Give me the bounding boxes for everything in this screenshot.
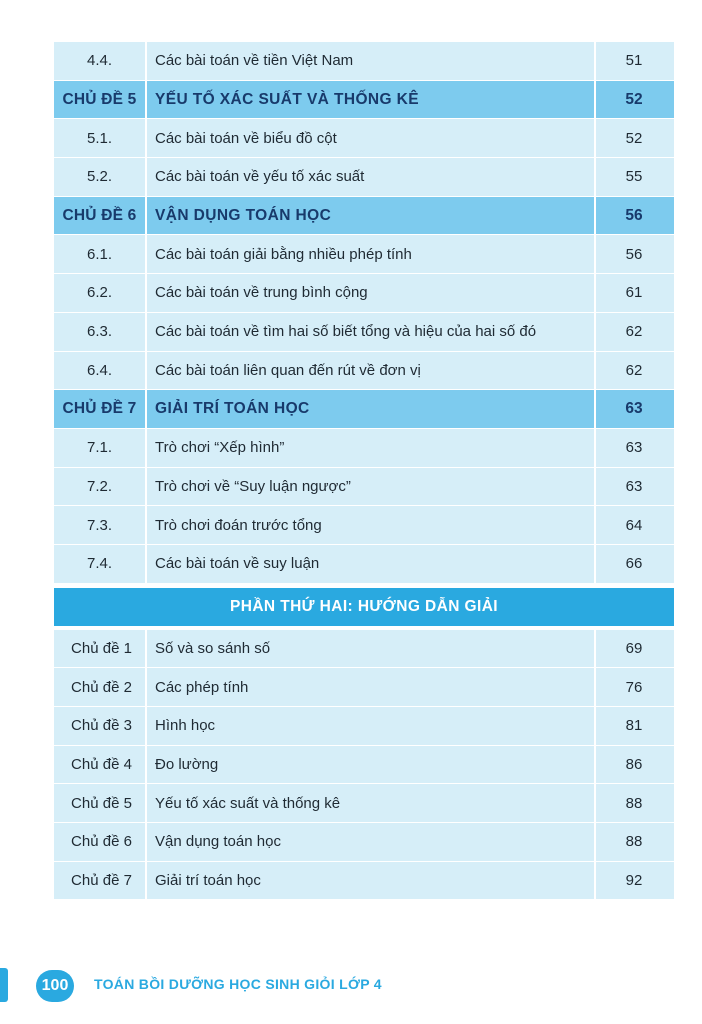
toc-row-title: Các bài toán về biểu đồ cột bbox=[147, 119, 596, 157]
toc-row-page: 52 bbox=[625, 90, 643, 108]
toc-row-number: Chủ đề 4 bbox=[54, 746, 147, 784]
toc-row-title: Trò chơi đoán trước tổng bbox=[147, 506, 596, 544]
toc-row-number: 6.4. bbox=[54, 352, 147, 390]
toc-row-number: Chủ đề 2 bbox=[54, 668, 147, 706]
toc-row bbox=[54, 429, 674, 468]
toc-row-page: 62 bbox=[625, 361, 643, 379]
toc-row bbox=[54, 630, 674, 669]
toc-row-page: 56 bbox=[625, 206, 643, 224]
book-title: TOÁN BỒI DƯỠNG HỌC SINH GIỎI LỚP 4 bbox=[94, 976, 382, 992]
toc-row-page: 56 bbox=[625, 245, 643, 263]
toc-row-title: Trò chơi về “Suy luận ngược” bbox=[147, 468, 596, 506]
toc-row bbox=[54, 352, 674, 391]
toc-row-page: 55 bbox=[625, 168, 643, 186]
toc-row-page: 66 bbox=[625, 555, 643, 573]
toc-row-number: Chủ đề 3 bbox=[54, 707, 147, 745]
toc-row bbox=[54, 119, 674, 158]
toc-row bbox=[54, 823, 674, 862]
toc-row-title: Đo lường bbox=[147, 746, 596, 784]
toc-row bbox=[54, 274, 674, 313]
toc-row-title: Các bài toán giải bằng nhiều phép tính bbox=[147, 235, 596, 273]
toc-row-title: Các bài toán liên quan đến rút về đơn vị bbox=[147, 352, 596, 390]
toc-topic-header-row bbox=[54, 390, 674, 429]
toc-row-number: CHỦ ĐỀ 7 bbox=[54, 390, 147, 428]
toc-row-number: Chủ đề 5 bbox=[54, 784, 147, 822]
toc-row-title: Vận dụng toán học bbox=[147, 823, 596, 861]
toc-row bbox=[54, 784, 674, 823]
toc-row bbox=[54, 668, 674, 707]
part-two-banner: PHẦN THỨ HAI: HƯỚNG DẪN GIẢI bbox=[54, 588, 674, 626]
toc-row-page: 88 bbox=[625, 794, 643, 812]
toc-row-page: 88 bbox=[625, 833, 643, 851]
toc-row-number: Chủ đề 7 bbox=[54, 862, 147, 900]
toc-row-page: 61 bbox=[625, 284, 643, 302]
toc-row-number: 7.1. bbox=[54, 429, 147, 467]
toc-row-title: Các bài toán về trung bình cộng bbox=[147, 274, 596, 312]
toc-row bbox=[54, 545, 674, 584]
toc-row-page: 51 bbox=[625, 52, 643, 70]
toc-row-title: Trò chơi “Xếp hình” bbox=[147, 429, 596, 467]
toc-row-number: 5.1. bbox=[54, 119, 147, 157]
toc-part-two bbox=[54, 630, 674, 901]
toc-row-page: 62 bbox=[625, 323, 643, 341]
toc-row-title: Giải trí toán học bbox=[147, 862, 596, 900]
toc-row-page: 63 bbox=[625, 400, 643, 418]
toc-row-number: Chủ đề 6 bbox=[54, 823, 147, 861]
toc-row-title: Số và so sánh số bbox=[147, 630, 596, 668]
toc-row-title: Các bài toán về suy luận bbox=[147, 545, 596, 583]
table-of-contents bbox=[54, 42, 674, 900]
toc-part-one bbox=[54, 42, 674, 584]
toc-row bbox=[54, 313, 674, 352]
toc-row-number: 4.4. bbox=[54, 42, 147, 80]
toc-row-number: 7.2. bbox=[54, 468, 147, 506]
toc-row-number: CHỦ ĐỀ 6 bbox=[54, 197, 147, 235]
toc-row bbox=[54, 746, 674, 785]
toc-row-title: YẾU TỐ XÁC SUẤT VÀ THỐNG KÊ bbox=[147, 81, 596, 119]
toc-row-number: 6.2. bbox=[54, 274, 147, 312]
toc-row bbox=[54, 235, 674, 274]
toc-row-number: 7.4. bbox=[54, 545, 147, 583]
toc-row-title: Hình học bbox=[147, 707, 596, 745]
toc-row-title: Các bài toán về yếu tố xác suất bbox=[147, 158, 596, 196]
toc-row-page: 76 bbox=[625, 678, 643, 696]
toc-row-page: 81 bbox=[625, 717, 643, 735]
toc-row-number: 5.2. bbox=[54, 158, 147, 196]
side-tab-strip bbox=[0, 968, 8, 1002]
toc-row-page: 86 bbox=[625, 756, 643, 774]
toc-row-page: 63 bbox=[625, 477, 643, 495]
toc-row-page: 92 bbox=[625, 872, 643, 890]
toc-row-number: 6.3. bbox=[54, 313, 147, 351]
toc-row bbox=[54, 158, 674, 197]
toc-row bbox=[54, 468, 674, 507]
toc-topic-header-row bbox=[54, 81, 674, 120]
toc-row-number: 7.3. bbox=[54, 506, 147, 544]
toc-row-number: CHỦ ĐỀ 5 bbox=[54, 81, 147, 119]
toc-row-page: 69 bbox=[625, 639, 643, 657]
toc-row-title: Yếu tố xác suất và thống kê bbox=[147, 784, 596, 822]
toc-row bbox=[54, 506, 674, 545]
toc-row-title: Các bài toán về tiền Việt Nam bbox=[147, 42, 596, 80]
toc-topic-header-row bbox=[54, 197, 674, 236]
toc-row-number: 6.1. bbox=[54, 235, 147, 273]
toc-row-number: Chủ đề 1 bbox=[54, 630, 147, 668]
toc-row bbox=[54, 42, 674, 81]
toc-row bbox=[54, 862, 674, 901]
page-number-badge: 100 bbox=[36, 970, 74, 1002]
toc-row-title: GIẢI TRÍ TOÁN HỌC bbox=[147, 390, 596, 428]
toc-row-page: 52 bbox=[625, 129, 643, 147]
toc-row-title: Các bài toán về tìm hai số biết tổng và hiệu của hai số đó bbox=[147, 313, 596, 351]
toc-row-page: 63 bbox=[625, 439, 643, 457]
toc-row-page: 64 bbox=[625, 516, 643, 534]
toc-row bbox=[54, 707, 674, 746]
toc-row-title: Các phép tính bbox=[147, 668, 596, 706]
toc-row-title: VẬN DỤNG TOÁN HỌC bbox=[147, 197, 596, 235]
